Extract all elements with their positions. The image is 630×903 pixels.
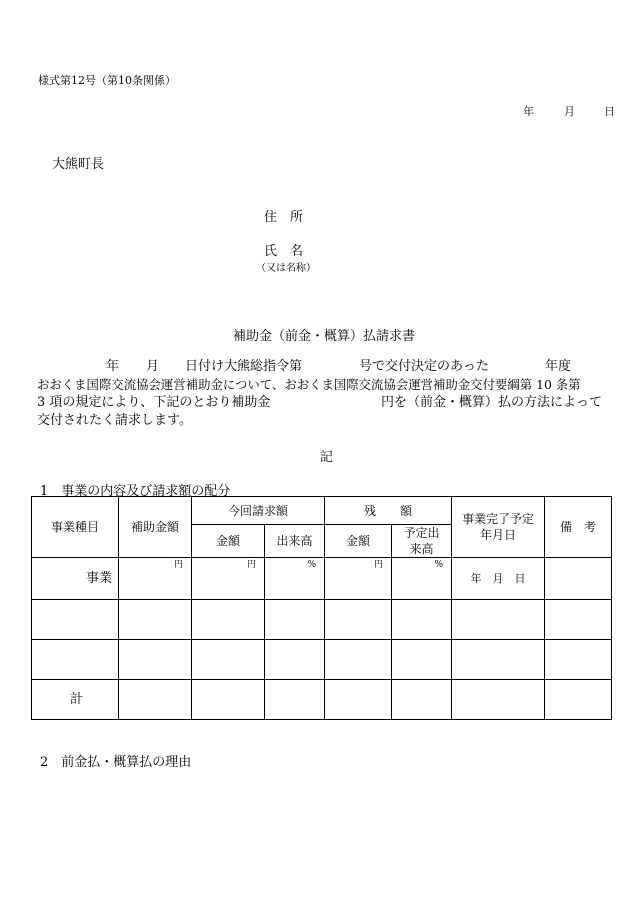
section1-title: 1 事業の内容及び請求額の配分 [40, 484, 231, 499]
row-label [32, 640, 119, 680]
table-row [32, 640, 612, 680]
subsidy-cell [119, 640, 192, 680]
body-date-ref: 日付け大熊総指令第 [185, 359, 303, 374]
amount-cell [192, 640, 265, 680]
unit-percent: % [307, 560, 317, 570]
table-row [32, 600, 612, 640]
subsidy-cell [119, 558, 192, 600]
planned-progress-cell [392, 600, 452, 640]
unit-yen: 円 [173, 560, 183, 570]
amount-cell [192, 558, 265, 600]
header-project-type: 事業種目 [32, 497, 119, 558]
body-month: 月 [146, 359, 160, 374]
planned-progress-cell [392, 680, 452, 720]
header-planned-progress: 予定出来高 [392, 525, 452, 558]
date-year-label: 年 [523, 105, 534, 118]
completion-date-cell: 年 月 日 [452, 558, 545, 600]
progress-cell [265, 600, 325, 640]
row-label: 事業 [32, 558, 119, 600]
remarks-cell [545, 640, 612, 680]
address-label: 住 所 [264, 210, 304, 225]
document-title: 補助金（前金・概算）払請求書 [233, 329, 416, 344]
unit-yen: 円 [246, 560, 256, 570]
completion-date-cell [452, 640, 545, 680]
remarks-cell [545, 680, 612, 720]
table-row [32, 558, 612, 600]
total-label: 計 [32, 680, 119, 720]
body-decision: 号で交付決定のあった [359, 359, 489, 374]
allocation-table [31, 496, 612, 720]
header-progress: 出来高 [265, 525, 325, 558]
section2-title: 2 前金払・概算払の理由 [40, 755, 192, 770]
form-label: 様式第12号（第10条関係） [38, 74, 176, 87]
header-current-request: 今回請求額 [192, 497, 325, 525]
header-completion-date: 事業完了予定年月日 [452, 497, 545, 558]
header-amount: 金額 [192, 525, 265, 558]
balance-amount-cell [325, 640, 392, 680]
header-balance-amount: 金額 [325, 525, 392, 558]
header-balance: 残 額 [325, 497, 452, 525]
unit-percent: % [434, 560, 444, 570]
header-subsidy-amount: 補助金額 [119, 497, 192, 558]
body-line4: 交付されたく請求します。 [37, 413, 192, 428]
balance-amount-cell [325, 600, 392, 640]
amount-cell [192, 680, 265, 720]
subsidy-cell [119, 600, 192, 640]
remarks-cell [545, 600, 612, 640]
header-remarks: 備 考 [545, 497, 612, 558]
date-day-label: 日 [604, 105, 615, 118]
completion-date-cell [452, 680, 545, 720]
progress-cell [265, 640, 325, 680]
planned-progress-cell [392, 558, 452, 600]
amount-cell [192, 600, 265, 640]
total-row [32, 680, 612, 720]
row-label [32, 600, 119, 640]
body-line3-end: 円を（前金・概算）払の方法によって [381, 395, 603, 410]
unit-yen: 円 [374, 560, 384, 570]
body-line3-start: 3 項の規定により、下記のとおり補助金 [37, 395, 271, 410]
name-note: （又は名称） [256, 263, 316, 274]
body-line2: おおくま国際交流協会運営補助金について、おおくま国際交流協会運営補助金交付要綱第 10 条第 [37, 377, 581, 392]
name-label: 氏 名 [264, 244, 304, 259]
remarks-cell [545, 558, 612, 600]
subsidy-cell [119, 680, 192, 720]
addressee: 大熊町長 [52, 157, 105, 172]
date-month-label: 月 [564, 105, 575, 118]
progress-cell [265, 680, 325, 720]
balance-amount-cell [325, 558, 392, 600]
balance-amount-cell [325, 680, 392, 720]
planned-progress-cell [392, 640, 452, 680]
completion-date-cell [452, 600, 545, 640]
ki-heading: 記 [320, 450, 334, 465]
body-year: 年 [106, 359, 120, 374]
body-fiscal-year: 年度 [545, 359, 572, 374]
progress-cell [265, 558, 325, 600]
